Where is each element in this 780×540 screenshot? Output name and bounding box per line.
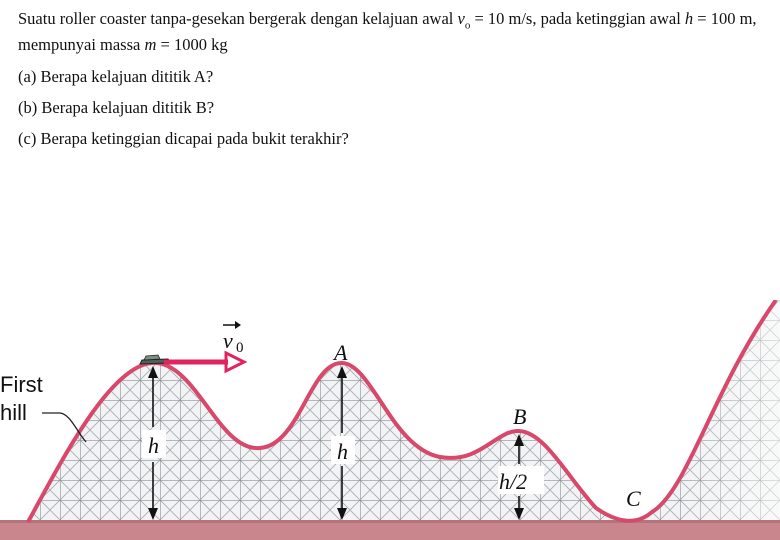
- velocity-arrow: [164, 353, 244, 371]
- support-lattice: [0, 300, 780, 522]
- svg-text:0: 0: [236, 340, 244, 356]
- question-a: (a) Berapa kelajuan dititik A?: [18, 67, 214, 87]
- svg-text:h: h: [148, 433, 159, 458]
- point-a-label: A: [334, 340, 348, 365]
- question-c: (c) Berapa ketinggian dicapai pada bukit terakhir?: [18, 129, 349, 149]
- v0-label: [223, 321, 244, 356]
- problem-statement: Suatu roller coaster tanpa-gesekan bergerak dengan kelajuan awal $v_o = 10$ m/s, pada ketinggian awal h = 100 m, mempunyai massa m = 1000 kg: [18, 9, 757, 55]
- v-symbol: v: [457, 9, 465, 28]
- problem-text: [18, 9, 768, 149]
- svg-text:v: v: [223, 328, 233, 353]
- svg-text:h/2: h/2: [499, 469, 528, 494]
- first-hill-label-line1: First: [0, 372, 43, 397]
- svg-text:h: h: [337, 439, 348, 464]
- h-symbol: h: [684, 9, 694, 28]
- first-hill-label-line2: hill: [0, 400, 27, 425]
- point-b-label: B: [513, 404, 527, 429]
- v-subscript: o: [464, 19, 471, 32]
- question-b: (b) Berapa kelajuan dititik B?: [18, 98, 215, 118]
- roller-coaster-figure: [0, 300, 780, 540]
- point-c-label: C: [626, 486, 641, 511]
- m-symbol: m: [144, 35, 157, 55]
- ground: [0, 522, 780, 540]
